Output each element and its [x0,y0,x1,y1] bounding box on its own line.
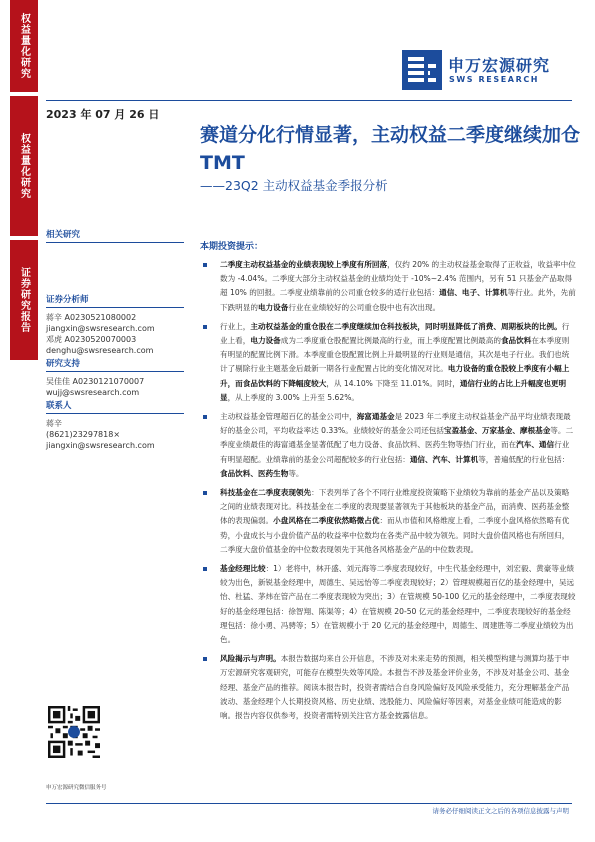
bullet-emphasis: 电力设备 [257,302,289,312]
bullet-text: 行业上看， [220,321,570,346]
bullet-emphasis: 通信行业的占比上升幅度也更明显 [220,378,567,402]
footer-disclaimer: 请务必仔细阅读正文之后的各项信息披露与声明 [432,807,569,815]
bullet-emphasis: 科技基金在二季度表现领先 [220,488,312,498]
report-date: 2023 年 07 月 26 日 [46,108,160,121]
bullet-emphasis: 二季度主动权益基金的业绩表现较上季度有所回落 [220,260,388,269]
logo-text-en: SWS RESEARCH [449,75,540,84]
report-subtitle: ——23Q2 主动权益基金季报分析 [200,178,388,193]
bullet-text: ，从上季度的 3.00% 上升至 5.62%。 [227,392,360,402]
bullet-text: ，从 14.10% 下降至 11.01%。同时， [326,378,460,388]
support-line: 吴佳佳 A0230121070007 [46,377,145,386]
summary-bullet [200,410,576,481]
bullet-emphasis: 主动权益基金的重仓股在二季度继续加仓科技板块，同时明显降低了消费、周期板块的比例。 [250,321,562,331]
report-title: 赛道分化行情显著，主动权益二季度继续加仓 TMT [200,124,581,174]
contact-phone: (8621)23297818× [46,430,121,439]
bullet-emphasis: 电力设备的重仓股较上季度有小幅上升，而食品饮料的下降幅度较大 [220,364,570,388]
summary-heading: 本期投资提示： [200,242,264,252]
support-email[interactable]: wujj@swsresearch.com [46,388,140,397]
summary-bullet [200,320,576,405]
bullet-emphasis: 小盘风格在二季度依然略微占优 [273,516,380,526]
bottom-divider [46,803,572,804]
analyst-email[interactable]: denghu@swsresearch.com [46,346,154,355]
section-divider [46,242,184,243]
left-sidebar [0,0,38,842]
summary-bullet [200,258,576,315]
bullet-text: 成为二季度重仓股配置比例最高的行业，而上季度配置比例最高的 [280,336,501,346]
bullet-text: 本报告数据均来自公开信息，不涉及对未来走势的预测，相关模型构建与测算均基于申万宏源研究客观研究，可能存在模型失效等风险。本报告不涉及基金评价业务，不涉及对基金公司、基金经理、基金产品的推荐。阅读本报告时，投资者需结合自身风险偏好及风险承受能力，充分理解基金产品波动、基金经理个人长期投资风格、历史业绩、选股能力、风险偏好等因素，对基金业绩可能造成的影响。报告内容仅供参考，投资者需特别关注官方基金披露信息。 [220,654,570,721]
contact-email[interactable]: jiangxin@swsresearch.com [46,441,155,450]
bullet-emphasis: 通信、汽车、计算机 [409,454,479,464]
summary-bullet [200,652,576,723]
bullet-emphasis: 通信、电子、计算机 [439,288,508,298]
bullet-emphasis: 风险揭示与声明。 [220,654,281,664]
bullet-emphasis: 海富通基金 [356,412,395,422]
bullet-text: 行业有明显超配。业绩靠前的基金公司超配较多的行业包括： [220,440,570,464]
top-divider [46,100,572,101]
bullet-text: ：下表列举了各个不同行业维度投资策略下业绩较为靠前的基金产品以及策略之间的业绩表现对比。科技基金在二季度的表现要显著领先于其他板块的基金产品，而消费、医药基金整体的表现偏弱。 [220,488,570,526]
section-divider [46,413,184,414]
summary-bullet [200,562,576,647]
contact-name: 蒋辛 [46,419,62,428]
support-heading: 研究支持 [46,359,81,369]
section-divider [46,371,184,372]
analysts-heading: 证券分析师 [46,295,89,305]
logo-text-cn: 申万宏源研究 [448,56,551,75]
left-info-column [46,230,186,451]
bullet-emphasis: 食品饮料 [500,336,532,346]
analyst-email[interactable]: jiangxin@swsresearch.com [46,324,155,333]
logo-mark-icon [402,50,442,90]
qr-caption: 申万宏源研究微信服务号 [46,785,107,791]
summary-bullet-list [200,258,576,728]
bullet-emphasis: 电力设备 [250,336,281,346]
company-logo [402,50,567,94]
bullet-emphasis: 食品饮料、医药生物 [220,468,289,478]
sidebar-tag: 权益量化研究 [10,96,38,236]
contact-heading: 联系人 [46,401,72,411]
summary-bullet [200,486,576,557]
bullet-text: 等。二季度业绩最佳的海富通基金显著低配了电力设备、食品饮料、医药生物等热门行业，而在 [220,426,574,450]
related-research-heading: 相关研究 [46,230,81,240]
bullet-text: ：而从市值和风格维度上看，二季度小盘风格依然略有优势，小盘成长与小盘价值产品的收益率中位数均在各类产品中较为领先。同时大盘价值风格也有所回归，二季度大盘价值基金的中位数表现领先于其他各风格基金产品的中位数表现。 [220,516,570,554]
bullet-emphasis: 宝盈基金、万家基金、摩根基金 [443,426,551,436]
bullet-text: 等行业。此外，先前下跌明显的 [220,288,576,312]
bullet-text: 是 2023 年二季度主动权益基金产品平均业绩表现最好的基金公司，平均收益率达 0.33%。业绩较好的基金公司还包括 [220,412,571,436]
bullet-text: 行业在业绩较好的公司重仓股中也有次出现。 [288,302,441,312]
bullet-emphasis: 汽车、通信 [516,440,555,450]
bullet-text: 等，普遍低配的行业包括： [478,454,570,464]
bullet-text: ，仅约 20% 的主动权益基金取得了正收益，收益率中位数为 -4.04%。二季度大部分主动权益基金的业绩均处于 -10%~2.4% 范围内，另有 51 只基金产品取得超 10% 的回报。二季度业绩靠前的公司重仓较多的适行业包括： [220,260,576,298]
qr-code-icon [48,706,100,758]
bullet-text: 主动权益基金管理超百亿的基金公司中， [220,412,357,422]
bullet-text: 等。 [288,468,304,478]
bullet-text: 行业上， [220,321,251,331]
analyst-line: 蒋辛 A0230521080002 [46,313,137,322]
analyst-line: 邓虎 A0230520070003 [46,335,137,344]
section-divider [46,307,184,308]
bullet-text: 在本季度则有明显的配置比例下滑。本季度重仓股配置比例上升最明显的行业则是通信，其次是电子行业。我们也统计了剔除行业主题基金后最新一期各行业配置占比的变化情况对比。 [220,336,570,374]
bullet-text: ：1）老将中，林开盛、刘元海等二季度表现较好，中生代基金经理中，刘宏毅、黄豪等业绩较为出色，新锐基金经理中，周德生、吴远怡等二季度表现较好；2）管理规模超百亿的基金经理中，吴远怡、杜猛、茅炜在管产品在二季度表现较为突出；3）在管规模 50-100 亿元的基金经理中，二季度表现较好的基金经理包括：徐智翔、陈渠等；4）在管规模 20-50 亿元的基金经理中，二季度表现较好的基金经理包括：徐小勇、冯骋等；5）在管规模小于 20 亿元的基金经理中，周德生、周建胜等二季度业绩较为出色。 [220,564,576,645]
sidebar-tag: 权益量化研究 [10,0,38,92]
bullet-emphasis: 基金经理比较 [220,564,266,574]
sidebar-tag: 证券研究报告 [10,240,38,360]
